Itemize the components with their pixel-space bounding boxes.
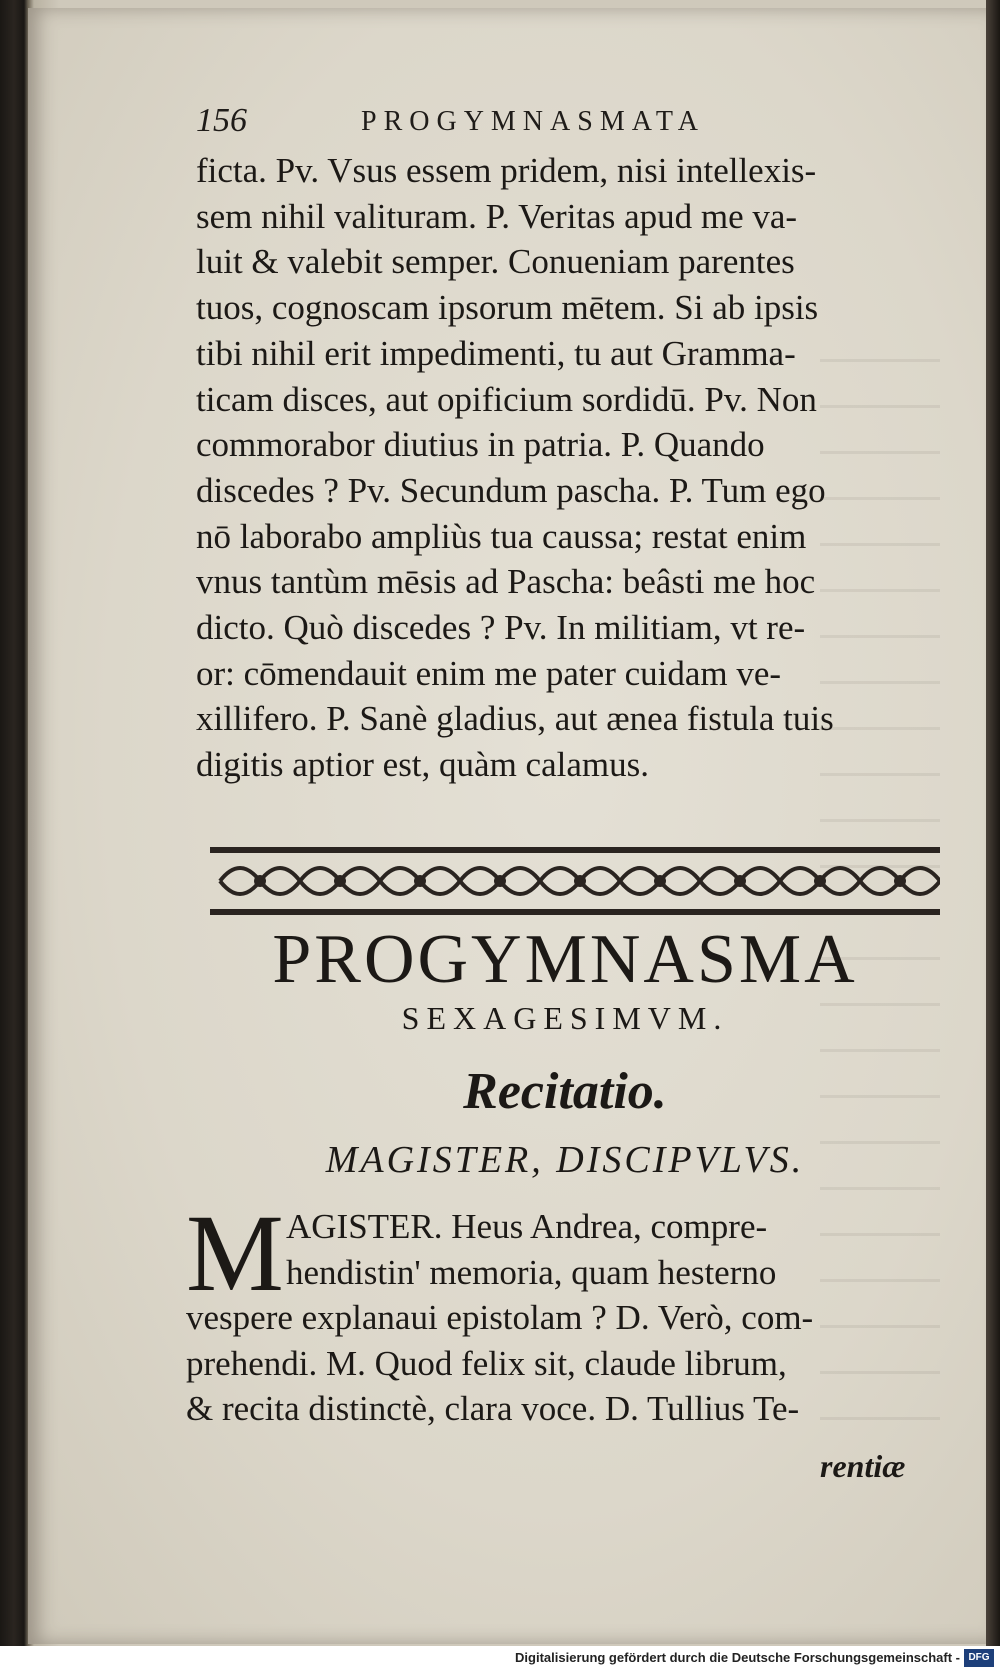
text-line: digitis aptior est, quàm calamus.: [196, 745, 649, 785]
text-line: dicto. Quò discedes ? Pv. In militiam, vt re-: [196, 608, 806, 648]
text-line: xillifero. P. Sanè gladius, aut ænea fistula tuis: [196, 699, 834, 739]
dialogue-text: [186, 1192, 940, 1432]
book-spine: [986, 0, 1000, 1672]
text-line: hendistin' memoria, quam hesterno: [286, 1252, 777, 1292]
text-line: discedes ? Pv. Secundum pascha. P. Tum ego: [196, 470, 826, 510]
text-line: & recita distinctè, clara voce. D. Tullius Te-: [186, 1389, 800, 1428]
text-line: tibi nihil erit impedimenti, tu aut Gramma-: [196, 333, 796, 373]
text-line: tuos, cognoscam ipsorum mētem. Si ab ipsis: [196, 288, 819, 328]
funding-credit: Digitalisierung gefördert durch die Deutsche Forschungsgemeinschaft -: [515, 1650, 960, 1665]
text-line: vnus tantùm mēsis ad Pascha: beâsti me hoc: [196, 562, 816, 602]
text-line: AGISTER. Heus Andrea, compre-: [286, 1207, 768, 1246]
dfg-logo-icon: DFG: [964, 1649, 994, 1667]
running-title: PROGYMNASMATA: [361, 106, 705, 137]
text-line: ficta. Pv. Vsus essem pridem, nisi intellexis-: [196, 151, 817, 190]
page-number: 156: [196, 102, 247, 139]
section-label: Recitatio.: [463, 1063, 667, 1120]
drop-cap: M: [186, 1192, 284, 1314]
text-line: luit & valebit semper. Conueniam parentes: [196, 242, 795, 282]
text-line: commorabor diutius in patria. P. Quando: [196, 425, 765, 465]
text-line: sem nihil valituram. P. Veritas apud me va-: [196, 196, 798, 236]
text-line: nō laborabo ampliùs tua caussa; restat enim: [196, 516, 807, 556]
footer-bar: [0, 1646, 1000, 1672]
text-line: prehendi. M. Quod felix sit, claude librum,: [186, 1343, 787, 1383]
catchword: rentiæ: [820, 1448, 906, 1484]
text-line: ticam disces, aut opificium sordidū. Pv. Non: [196, 379, 817, 419]
running-header: [196, 102, 896, 148]
text-line: or: cōmendauit enim me pater cuidam ve-: [196, 653, 782, 693]
section-subtitle: SEXAGESIMVM.: [401, 1000, 729, 1036]
ornament-band-icon: [210, 845, 940, 917]
speakers-line: MAGISTER, DISCIPVLVS.: [325, 1139, 805, 1181]
body-text: [196, 148, 936, 788]
section-title: PROGYMNASMA: [272, 921, 858, 998]
text-line: vespere explanaui epistolam ? D. Verò, com-: [186, 1298, 814, 1337]
